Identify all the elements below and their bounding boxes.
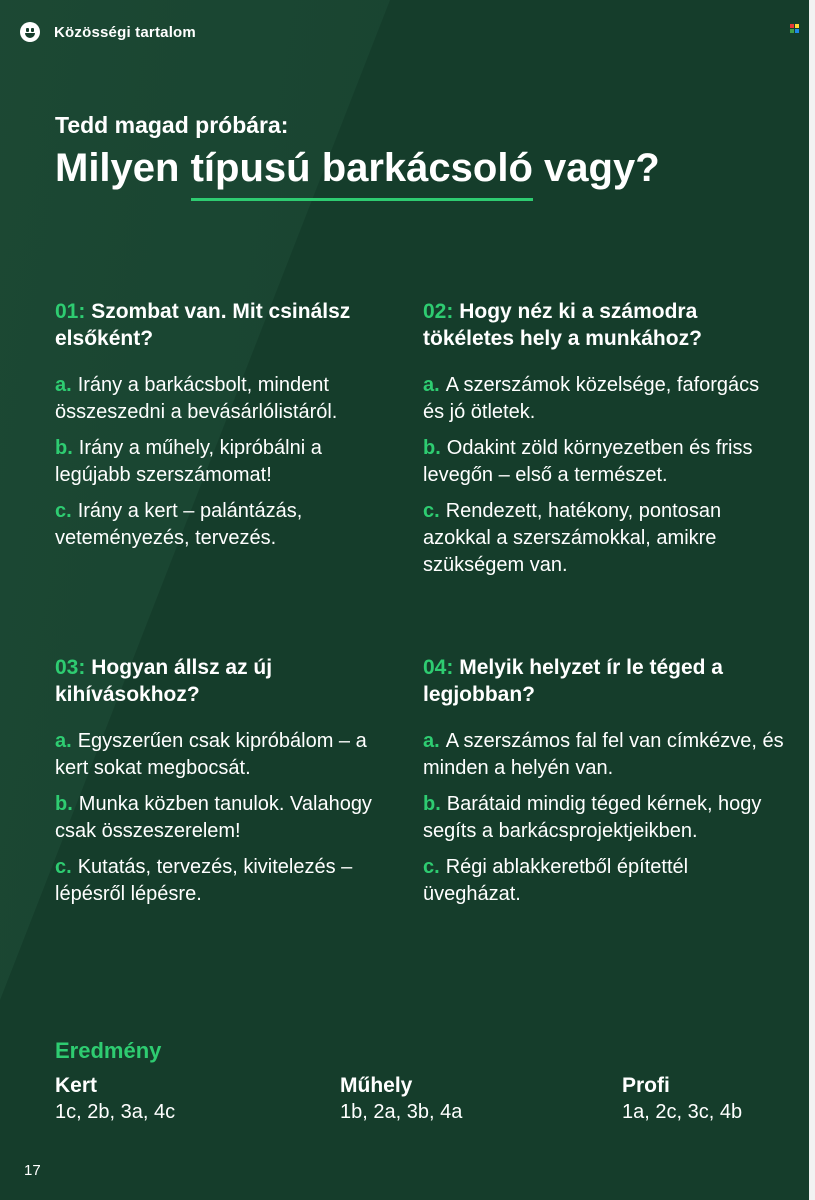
question-heading	[423, 654, 788, 708]
option-letter: b.	[55, 793, 73, 815]
result-name: Profi	[622, 1074, 670, 1097]
question-heading	[55, 298, 395, 352]
question-text: Hogyan állsz az új kihívásokhoz?	[55, 656, 273, 706]
option-letter: b.	[423, 437, 441, 459]
option-letter: a.	[423, 730, 440, 752]
option-letter: c.	[55, 856, 72, 878]
question-4	[423, 654, 788, 917]
section-header	[20, 20, 196, 44]
answer-option	[55, 498, 395, 552]
question-number: 04:	[423, 656, 454, 679]
option-text: Rendezett, hatékony, pontosan azokkal a szerszámokkal, amikre szükségem van.	[423, 500, 722, 576]
result-name: Kert	[55, 1074, 98, 1097]
question-number: 03:	[55, 656, 86, 679]
question-text: Hogy néz ki a számodra tökéletes hely a munkához?	[423, 300, 702, 350]
smiley-icon	[20, 22, 40, 42]
answer-option	[423, 372, 773, 426]
option-text: A szerszámok közelsége, faforgács és jó ötletek.	[423, 374, 760, 423]
option-letter: a.	[55, 730, 72, 752]
option-letter: a.	[55, 374, 72, 396]
question-1	[55, 298, 395, 561]
result-codes: 1c, 2b, 3a, 4c	[55, 1101, 176, 1123]
option-text: Egyszerűen csak kipróbálom – a kert sokat megbocsát.	[55, 730, 367, 779]
question-text: Melyik helyzet ír le téged a legjobban?	[423, 656, 723, 706]
question-3	[55, 654, 395, 917]
answer-option	[55, 854, 395, 908]
result-item	[340, 1072, 462, 1126]
option-text: Munka közben tanulok. Valahogy csak összeszerelem!	[55, 793, 372, 842]
question-heading	[423, 298, 773, 352]
brand-mark-icon	[790, 24, 800, 34]
answer-option	[55, 435, 395, 489]
answer-option	[55, 791, 395, 845]
answer-option	[423, 435, 773, 489]
result-codes: 1a, 2c, 3c, 4b	[622, 1101, 743, 1123]
section-label: Közösségi tartalom	[54, 23, 196, 41]
result-item	[622, 1072, 742, 1126]
question-2	[423, 298, 773, 588]
option-text: Irány a műhely, kipróbálni a legújabb szerszámomat!	[55, 437, 322, 486]
result-name: Műhely	[340, 1074, 413, 1097]
question-number: 02:	[423, 300, 454, 323]
option-text: Régi ablakkeretből építettél üvegházat.	[423, 856, 689, 905]
option-text: Odakint zöld környezetben és friss levegőn – első a természet.	[423, 437, 753, 486]
option-text: Kutatás, tervezés, kivitelezés – lépésről lépésre.	[55, 856, 353, 905]
page-subtitle: Tedd magad próbára:	[55, 112, 289, 138]
option-text: A szerszámos fal fel van címkézve, és minden a helyén van.	[423, 730, 784, 779]
question-number: 01:	[55, 300, 86, 323]
answer-option	[423, 854, 788, 908]
question-heading	[55, 654, 395, 708]
page-number: 17	[24, 1162, 41, 1179]
option-letter: b.	[55, 437, 73, 459]
option-letter: b.	[423, 793, 441, 815]
option-text: Irány a barkácsbolt, mindent összeszedni a bevásárlólistáról.	[55, 374, 338, 423]
page-edge	[809, 0, 815, 1200]
option-letter: a.	[423, 374, 440, 396]
option-letter: c.	[423, 856, 440, 878]
option-letter: c.	[55, 500, 72, 522]
answer-option	[423, 498, 773, 579]
option-text: Barátaid mindig téged kérnek, hogy segíts a barkácsprojektjeikben.	[423, 793, 762, 842]
page-title	[55, 146, 660, 191]
results-title: Eredmény	[55, 1038, 162, 1063]
question-text: Szombat van. Mit csinálsz elsőként?	[55, 300, 351, 350]
title-highlight: típusú barkácsoló	[190, 146, 533, 190]
option-letter: c.	[423, 500, 440, 522]
result-codes: 1b, 2a, 3b, 4a	[340, 1101, 463, 1123]
option-text: Irány a kert – palántázás, veteményezés, tervezés.	[55, 500, 303, 549]
answer-option	[423, 791, 788, 845]
title-part: Milyen	[55, 146, 191, 190]
answer-option	[55, 728, 395, 782]
answer-option	[423, 728, 788, 782]
title-part: vagy?	[532, 146, 660, 190]
result-item	[55, 1072, 175, 1126]
answer-option	[55, 372, 395, 426]
